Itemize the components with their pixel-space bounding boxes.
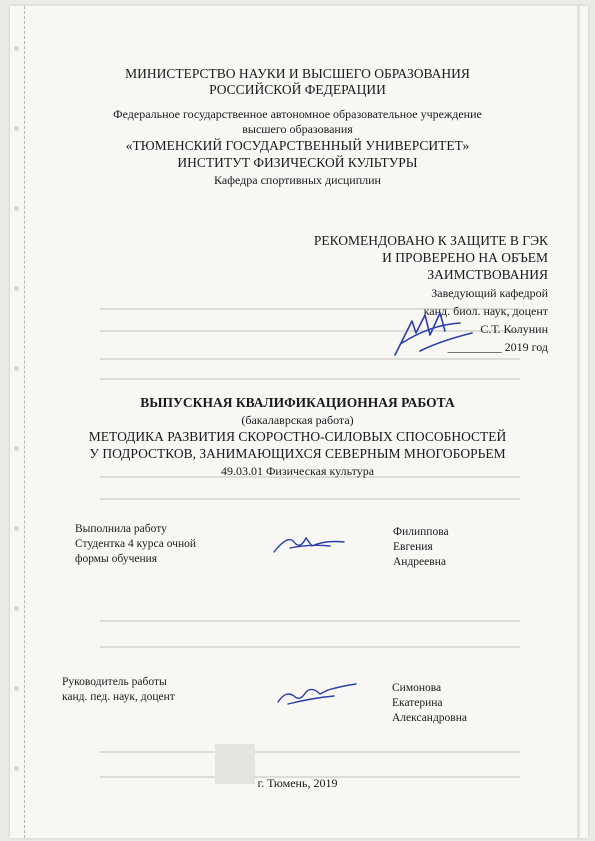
approval-line-1: РЕКОМЕНДОВАНО К ЗАЩИТЕ В ГЭК [313, 233, 548, 248]
author-first-name: Евгения [393, 541, 433, 553]
approval-line-3: ЗАИМСТВОВАНИЯ [427, 267, 548, 282]
head-signature [390, 303, 480, 363]
supervisor-surname: Симонова [392, 682, 442, 694]
bleed-through [100, 378, 520, 380]
author-signature [270, 528, 350, 558]
supervisor-first-name: Екатерина [392, 697, 443, 709]
institute-name: ИНСТИТУТ ФИЗИЧЕСКОЙ КУЛЬТУРЫ [177, 155, 418, 170]
ministry-line-1: МИНИСТЕРСТВО НАУКИ И ВЫСШЕГО ОБРАЗОВАНИЯ [125, 66, 470, 81]
specialty: 49.03.01 Физическая культура [220, 464, 375, 478]
institution-line-2: высшего образования [242, 122, 353, 136]
approval-date: _________ 2019 год [447, 340, 548, 354]
supervisor-role-line-1: Руководитель работы [62, 676, 167, 688]
ministry-line-2: РОССИЙСКОЙ ФЕДЕРАЦИИ [209, 82, 386, 97]
bleed-through [100, 620, 520, 622]
page-edge-shadow [577, 6, 580, 838]
supervisor-role [62, 675, 175, 705]
work-title-line-1: МЕТОДИКА РАЗВИТИЯ СКОРОСТНО-СИЛОВЫХ СПОСОБНОСТЕЙ [88, 429, 507, 444]
work-type: ВЫПУСКНАЯ КВАЛИФИКАЦИОННАЯ РАБОТА [140, 395, 455, 410]
head-name: С.Т. Колунин [480, 322, 548, 336]
head-title: Заведующий кафедрой [431, 286, 548, 300]
author-role-line-2: Студентка 4 курса очной [75, 538, 197, 550]
author-name [393, 525, 449, 570]
institution-line-1: Федеральное государственное автономное образовательное учреждение [113, 107, 482, 121]
binding-margin [10, 6, 25, 838]
author-role-line-3: формы обучения [75, 553, 158, 565]
author-surname: Филиппова [393, 526, 449, 538]
bleed-through [100, 646, 520, 648]
supervisor-signature [272, 680, 362, 712]
work-subtype: (бакалаврская работа) [241, 413, 354, 427]
university-name: «ТЮМЕНСКИЙ ГОСУДАРСТВЕННЫЙ УНИВЕРСИТЕТ» [125, 138, 470, 153]
head-degree: канд. биол. наук, доцент [423, 304, 548, 318]
supervisor-patronymic: Александровна [392, 712, 467, 724]
approval-line-2: И ПРОВЕРЕНО НА ОБЪЕМ [382, 250, 548, 265]
author-role-line-1: Выполнила работу [75, 523, 167, 535]
supervisor-name [392, 681, 467, 726]
city-year: г. Тюмень, 2019 [257, 776, 338, 790]
department-name: Кафедра спортивных дисциплин [214, 173, 381, 187]
bleed-through [100, 498, 520, 500]
work-title-line-2: У ПОДРОСТКОВ, ЗАНИМАЮЩИХСЯ СЕВЕРНЫМ МНОГОБОРЬЕМ [89, 446, 506, 461]
author-role [75, 522, 196, 567]
bleed-through [100, 751, 520, 753]
supervisor-role-line-2: канд. пед. наук, доцент [62, 691, 175, 703]
author-patronymic: Андреевна [393, 556, 446, 568]
